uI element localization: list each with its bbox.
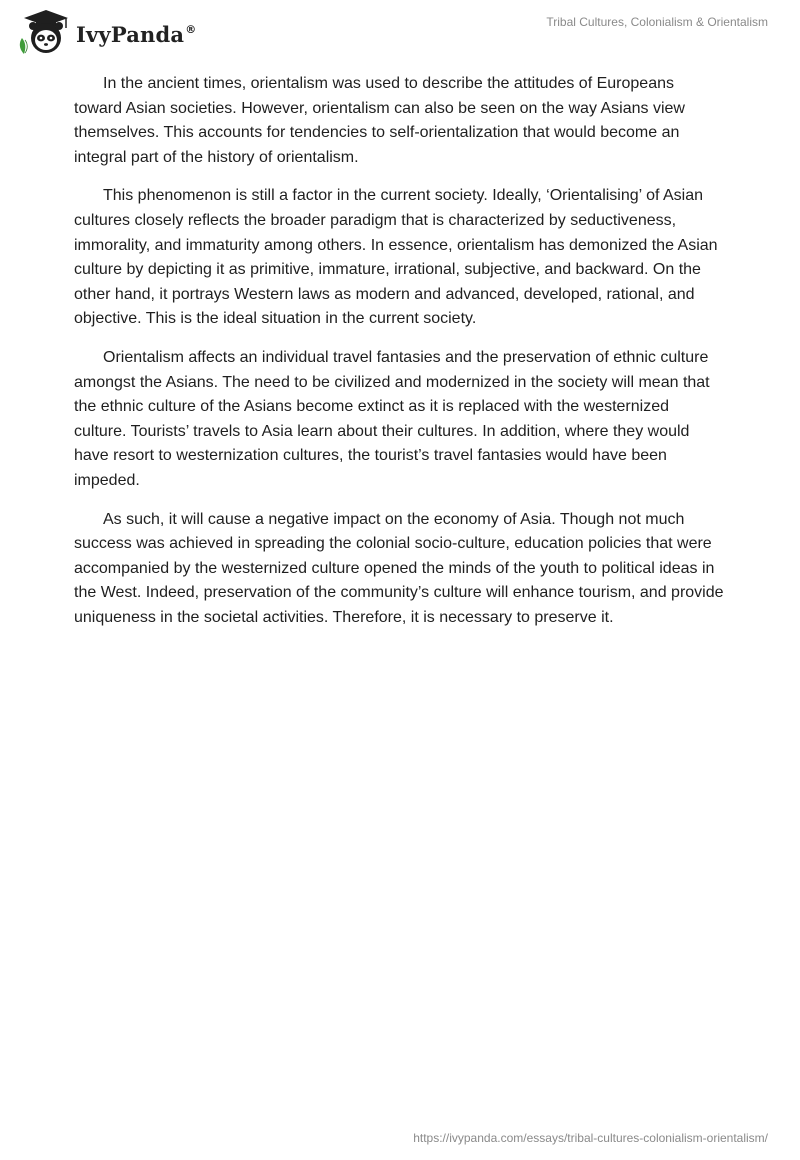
- paragraph: In the ancient times, orientalism was used to describe the attitudes of Europeans toward Asian societies. However, orientalism can also be seen on the way Asians view themselves. This accounts for tendencies to self-orientalization that would become an integral part of the history of orientalism.: [74, 75, 685, 166]
- registered-mark: ®: [185, 22, 197, 36]
- ivypanda-logo[interactable]: [16, 8, 196, 56]
- page-header: [0, 0, 800, 60]
- essay-body: [74, 72, 724, 644]
- document-running-title: Tribal Cultures, Colonialism & Orientalism: [546, 15, 768, 29]
- source-url[interactable]: https://ivypanda.com/essays/tribal-cultures-colonialism-orientalism/: [413, 1131, 768, 1145]
- logo-wordmark: [76, 22, 196, 47]
- paragraph: As such, it will cause a negative impact on the economy of Asia. Though not much success was achieved in spreading the colonial socio-culture, education policies that were accompanied by the westernized culture opened the minds of the youth to political ideas in the West. Indeed, preservation of the community’s culture will enhance tourism, and provide uniqueness in the societal activities. Therefore, it is necessary to preserve it.: [74, 510, 724, 626]
- panda-graduate-icon: [16, 8, 74, 56]
- paragraph: Orientalism affects an individual travel fantasies and the preservation of ethnic culture amongst the Asians. The need to be civilized and modernized in the society will mean that the ethnic culture of the Asians become extinct as it is replaced with the westernized culture. Tourists’ travels to Asia learn about their cultures. In addition, where they would have resort to westernization cultures, the tourist’s travel fantasies would have been impeded.: [74, 348, 710, 489]
- logo-name: IvyPanda: [76, 21, 185, 47]
- paragraph: This phenomenon is still a factor in the current society. Ideally, ‘Orientalising’ of Asian cultures closely reflects the broader paradigm that is characterized by seductiveness, immorality, and immaturity among others. In essence, orientalism has demonized the Asian culture by depicting it as primitive, immature, irrational, subjective, and backward. On the other hand, it portrays Western laws as modern and advanced, developed, rational, and objective. This is the ideal situation in the current society.: [74, 187, 718, 328]
